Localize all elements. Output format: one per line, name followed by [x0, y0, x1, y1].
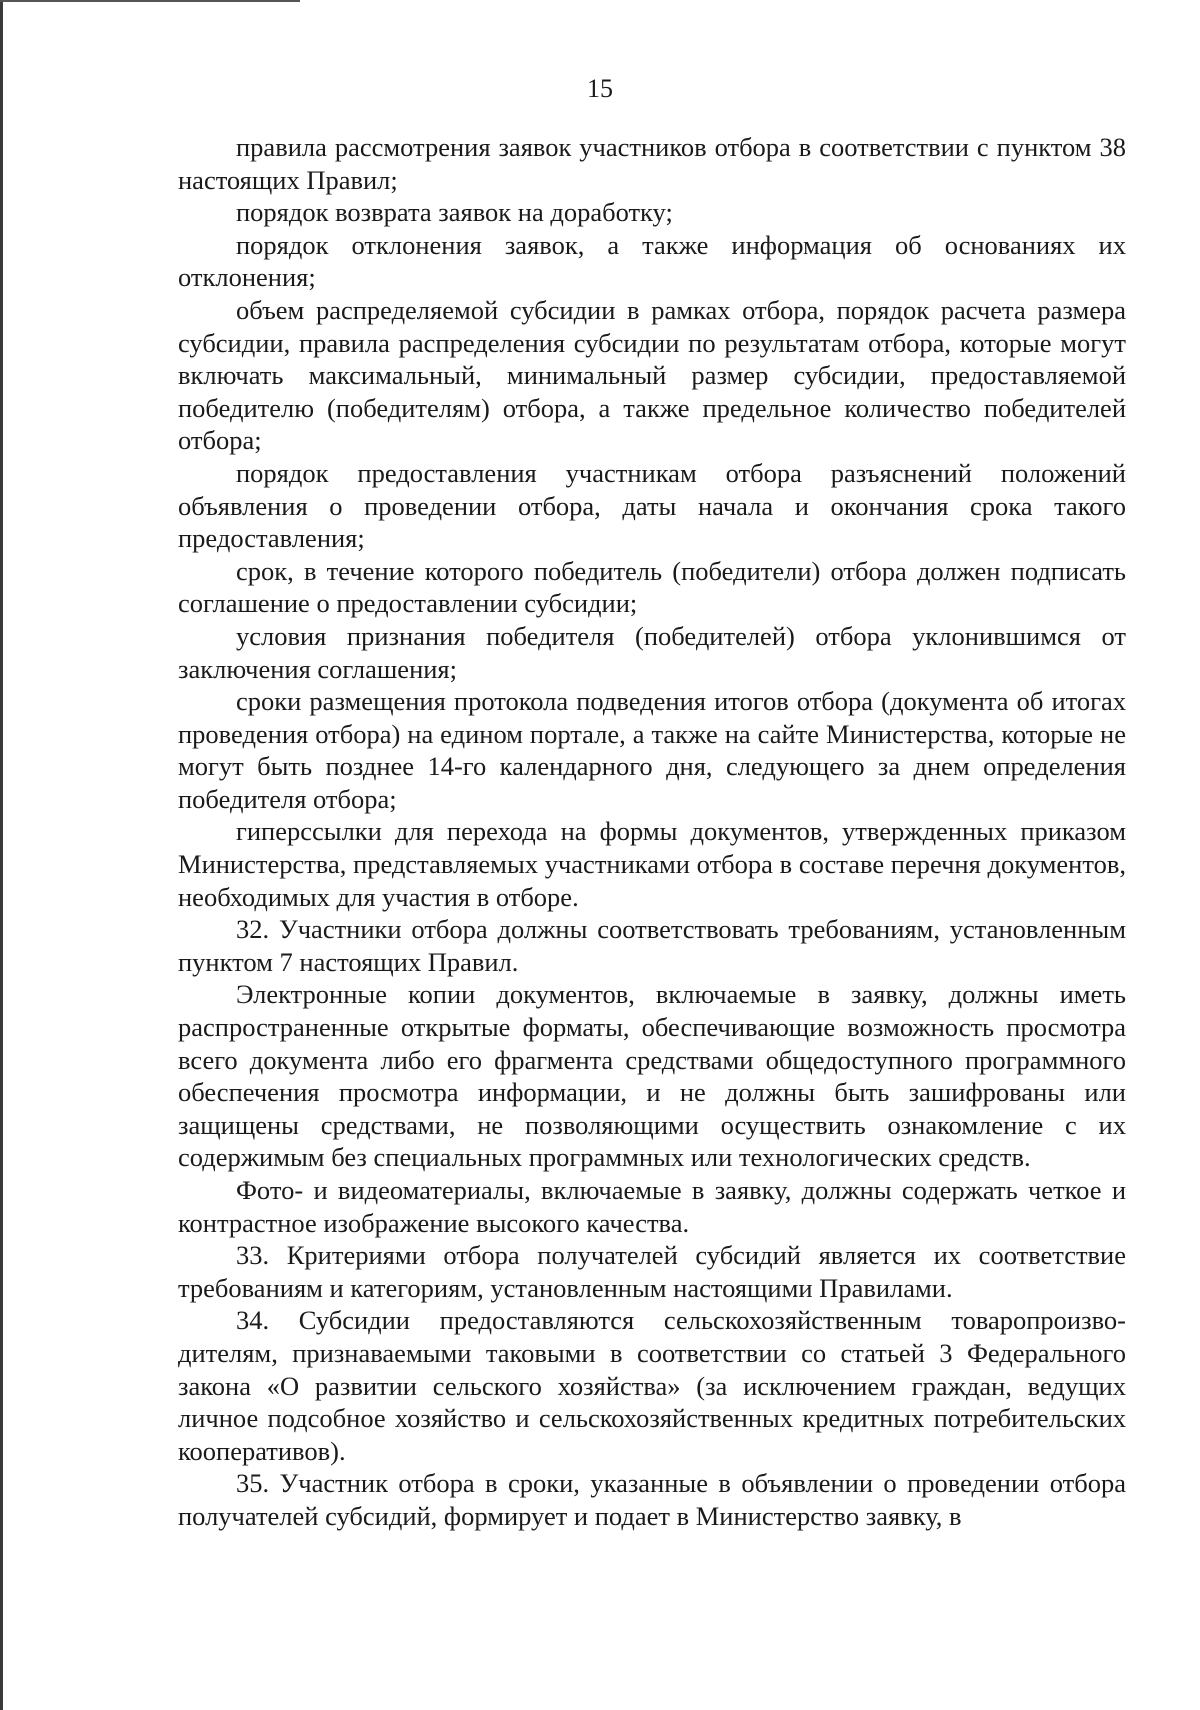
- paragraph-item-32: 32. Участники отбора должны соответствовать требованиям, установленным пунктом 7 настоящих Правил.: [178, 914, 1126, 977]
- paragraph-protocol-terms: сроки размещения протокола подведения итогов отбора (документа об итогах проведения отбора) на едином портале, а также на сайте Министерства, которые не могут быть позднее 14-го календарного дня, следующего за днем определения победителя отбора;: [178, 686, 1126, 814]
- paragraph-return-procedure: порядок возврата заявок на доработку;: [236, 197, 673, 228]
- paragraph-rejection-procedure: порядок отклонения заявок, а также информация об основаниях их отклонения;: [178, 229, 1126, 293]
- paragraph-item-35: 35. Участник отбора в сроки, указанные в объявлении о проведении отбора получателей субсидий, формирует и подает в Министерство заявку, в: [178, 1468, 1126, 1531]
- scan-top-edge: [0, 0, 300, 2]
- paragraph-item-33: 33. Критериями отбора получателей субсидий является их соответствие требованиям и категориям, установленным настоящими Правилами.: [178, 1240, 1126, 1303]
- paragraph-review-rules: правила рассмотрения заявок участников отбора в соответствии с пунктом 38 настоящих Правил;: [178, 132, 1126, 195]
- paragraph-clarifications: порядок предоставления участникам отбора разъяснений положений объявления о проведении отбора, даты начала и окончания срока такого предоставления;: [178, 457, 1126, 554]
- paragraph-photo-video: Фото- и видеоматериалы, включаемые в заявку, должны содержать четкое и контрастное изображение высокого качества.: [178, 1175, 1126, 1238]
- paragraph-electronic-copies: Электронные копии документов, включаемые в заявку, должны иметь распространенные открытые форматы, обеспечивающие возможность просмотра всего документа либо его фрагмента средствами общедоступного программного обеспечения просмотра информации, и не должны быть зашифрованы или защищены средствами, не позволяющими осуществить ознакомление с их содержимым без специальных программных или технологических средств.: [178, 979, 1126, 1173]
- paragraph-item-34: 34. Субсидии предоставляются сельскохозяйственным товаропроизво-дителям, признаваемыми таковыми в соответствии со статьей 3 Федерального закона «О развитии сельского хозяйства» (за исключением граждан, ведущих личное подсобное хозяйство и сельскохозяйственных кредитных потребительских кооперативов).: [178, 1305, 1126, 1466]
- paragraph-hyperlinks: гиперссылки для перехода на формы документов, утвержденных приказом Министерства, представляемых участниками отбора в составе перечня документов, необходимых для участия в отборе.: [178, 816, 1126, 912]
- document-body: [178, 131, 1126, 1533]
- paragraph-evasion-conditions: условия признания победителя (победителей) отбора уклонившимся от заключения соглашения;: [178, 620, 1126, 684]
- scan-left-edge: [0, 0, 3, 1710]
- paragraph-subsidy-volume: объем распределяемой субсидии в рамках отбора, порядок расчета размера субсидии, правила распределения субсидии по результатам отбора, которые могут включать максимальный, минимальный размер субсидии, предоставляемой победителю (победителям) отбора, а также предельное количество победителей отбора;: [178, 294, 1126, 456]
- page-number: 15: [587, 74, 613, 103]
- paragraph-signing-term: срок, в течение которого победитель (победители) отбора должен подписать соглашение о предоставлении субсидии;: [178, 555, 1126, 619]
